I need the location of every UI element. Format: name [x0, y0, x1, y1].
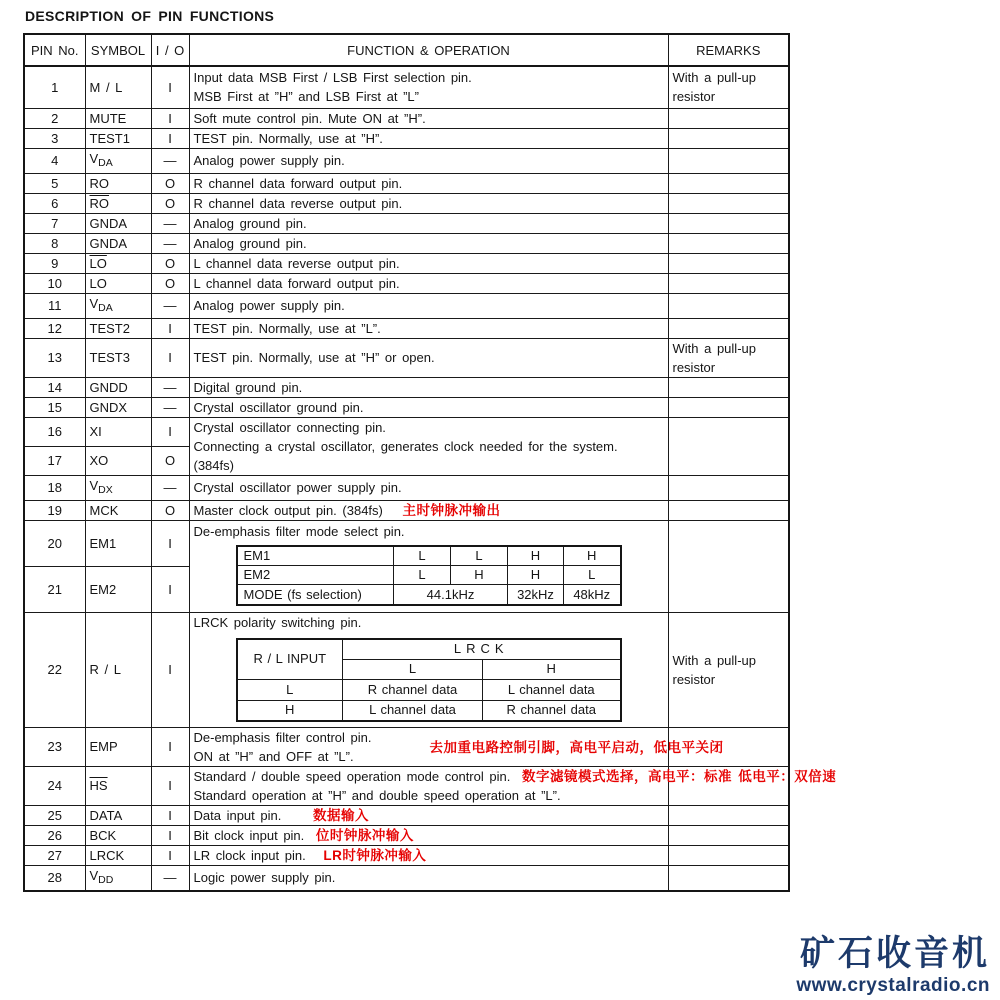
- col-header-pin: PIN No.: [24, 34, 85, 66]
- pin-function: L channel data reverse output pin.: [189, 253, 668, 273]
- col-header-remarks: REMARKS: [668, 34, 789, 66]
- pin-number: 21: [24, 566, 85, 612]
- table-row-pin-19: [24, 500, 789, 520]
- pin-remarks: [668, 148, 789, 173]
- rl-cell: L channel data: [343, 700, 483, 721]
- pin-remarks: [668, 500, 789, 520]
- rl-cell: L: [237, 679, 343, 700]
- pin-number: 3: [24, 128, 85, 148]
- pin-number: 7: [24, 213, 85, 233]
- pin-symbol: DATA: [85, 805, 151, 825]
- em2-row: [237, 566, 621, 585]
- pin-symbol: MCK: [85, 500, 151, 520]
- pin-remarks: [668, 173, 789, 193]
- pin-functions-table: [23, 33, 837, 892]
- watermark-brand: 矿石收音机: [799, 934, 990, 974]
- pin-number: 23: [24, 727, 85, 766]
- function-line: MSB First at ”H” and LSB First at ”L”: [193, 89, 419, 105]
- table-row-pin-5: [24, 173, 789, 193]
- symbol-text: $V_{DD}$: [89, 867, 114, 886]
- pin-remarks: [668, 108, 789, 128]
- pin-function: [189, 66, 668, 108]
- symbol-text: $V_{DA}$: [89, 295, 113, 314]
- function-line: De-emphasis filter mode select pin.: [193, 524, 405, 540]
- pin-number: 14: [24, 377, 85, 397]
- pin-symbol: GNDA: [85, 233, 151, 253]
- pin-symbol: LRCK: [85, 845, 151, 865]
- pin-symbol: TEST2: [85, 318, 151, 338]
- em1-row: [237, 546, 621, 566]
- pin-remarks: [668, 193, 789, 213]
- pin-remarks: [668, 233, 789, 253]
- function-line: De-emphasis filter control pin.: [193, 729, 372, 745]
- function-line: Standard operation at ”H” and double speed operation at ”L”.: [193, 787, 561, 803]
- rl-cell: L channel data: [483, 679, 621, 700]
- function-text: Bit clock input pin.: [193, 827, 305, 843]
- pin-remarks: [668, 253, 789, 273]
- pin-symbol: XI: [85, 417, 151, 446]
- function-text: LR clock input pin.: [193, 847, 306, 863]
- pin-number: 2: [24, 108, 85, 128]
- pin-io: I: [151, 825, 189, 845]
- table-row-pin-9: [24, 253, 789, 273]
- pin-remarks: [668, 475, 789, 500]
- pin-io: —: [151, 148, 189, 173]
- pin-number: 16: [24, 417, 85, 446]
- pin-io: I: [151, 128, 189, 148]
- pin-io: I: [151, 417, 189, 446]
- rl-cell: H: [237, 700, 343, 721]
- em-cell: L: [394, 546, 451, 566]
- pin-io: O: [151, 173, 189, 193]
- pin-number: 6: [24, 193, 85, 213]
- pin-io: O: [151, 446, 189, 475]
- pin-io: I: [151, 766, 189, 805]
- rl-cell: R channel data: [483, 700, 621, 721]
- pin-remarks: [668, 128, 789, 148]
- pin-remarks: [668, 865, 789, 891]
- pin-symbol: TEST3: [85, 338, 151, 377]
- pin-number: 5: [24, 173, 85, 193]
- pin-remarks: [668, 845, 789, 865]
- em-cell: H: [508, 546, 564, 566]
- pin-number: 22: [24, 612, 85, 727]
- pin-number: 9: [24, 253, 85, 273]
- pin-remarks: [668, 825, 789, 845]
- em-cell: L: [564, 566, 621, 585]
- table-row-pin-22: [24, 612, 789, 727]
- table-row-pin-8: [24, 233, 789, 253]
- pin-remarks: [668, 377, 789, 397]
- pin-number: 27: [24, 845, 85, 865]
- pin-remarks: [668, 397, 789, 417]
- pin-function: Analog ground pin.: [189, 213, 668, 233]
- watermark: [796, 936, 990, 996]
- pin-function: Soft mute control pin. Mute ON at ”H”.: [189, 108, 668, 128]
- table-row-pin-1: [24, 66, 789, 108]
- pin-number: 13: [24, 338, 85, 377]
- symbol-text: $V_{DA}$: [89, 150, 113, 169]
- pin-number: 28: [24, 865, 85, 891]
- table-row-pin-25: [24, 805, 789, 825]
- pin-function: L channel data forward output pin.: [189, 273, 668, 293]
- table-row-pin-20: [24, 520, 789, 566]
- pin-remarks-merged: [668, 520, 789, 612]
- annotation-cn: 位时钟脉冲输入: [315, 827, 414, 843]
- em-cell: L: [394, 566, 451, 585]
- pin-function: [189, 825, 668, 845]
- mode-freq: 44.1kHz: [394, 585, 508, 605]
- lrck-header-row: [237, 639, 621, 659]
- pin-function: Digital ground pin.: [189, 377, 668, 397]
- pin-io: O: [151, 500, 189, 520]
- pin-function: TEST pin. Normally, use at ”H”.: [189, 128, 668, 148]
- pin-number: 10: [24, 273, 85, 293]
- pin-function: [189, 845, 668, 865]
- pin-remarks: [668, 293, 789, 318]
- pin-symbol: MUTE: [85, 108, 151, 128]
- pin-number: 12: [24, 318, 85, 338]
- function-line: LRCK polarity switching pin.: [193, 615, 362, 630]
- annotation-cn: 主时钟脉冲输出: [402, 502, 501, 518]
- lrck-h: H: [483, 659, 621, 679]
- function-line: Crystal oscillator connecting pin.: [193, 419, 386, 435]
- watermark-url: www.crystalradio.cn: [796, 975, 990, 997]
- lrck-polarity-table: [236, 638, 622, 722]
- pin-io: I: [151, 318, 189, 338]
- pin-symbol: BCK: [85, 825, 151, 845]
- pin-number: 4: [24, 148, 85, 173]
- pin-io: I: [151, 727, 189, 766]
- pin-symbol: [85, 253, 151, 273]
- pin-number: 15: [24, 397, 85, 417]
- pin-function: [189, 612, 668, 727]
- pin-number: 20: [24, 520, 85, 566]
- mode-row: [237, 585, 621, 605]
- pin-io: —: [151, 475, 189, 500]
- function-paragraph: Connecting a crystal oscillator, generates clock needed for the system. (384fs): [193, 438, 618, 473]
- mode-freq: 48kHz: [564, 585, 621, 605]
- pin-io: I: [151, 805, 189, 825]
- pin-function: [189, 727, 724, 766]
- pin-number: 26: [24, 825, 85, 845]
- pin-number: 11: [24, 293, 85, 318]
- pin-remarks: With a pull-up resistor: [668, 338, 789, 377]
- pin-symbol: RO: [85, 173, 151, 193]
- pin-function: TEST pin. Normally, use at ”L”.: [189, 318, 668, 338]
- function-text: Data input pin.: [193, 807, 282, 823]
- rl-cell: R channel data: [343, 679, 483, 700]
- pin-io: —: [151, 213, 189, 233]
- table-row-pin-2: [24, 108, 789, 128]
- symbol-text-overline: $\overline{LO}$: [89, 255, 107, 271]
- pin-function: [189, 766, 837, 805]
- table-row-pin-4: [24, 148, 789, 173]
- table-row-pin-6: [24, 193, 789, 213]
- em-mode-table: [236, 545, 622, 606]
- table-row-pin-3: [24, 128, 789, 148]
- pin-symbol: [85, 293, 151, 318]
- em-cell: L: [451, 546, 508, 566]
- table-row-pin-18: [24, 475, 789, 500]
- function-line: Input data MSB First / LSB First selection pin.: [193, 70, 472, 86]
- pin-function: Crystal oscillator ground pin.: [189, 397, 668, 417]
- pin-symbol: XO: [85, 446, 151, 475]
- pin-symbol: LO: [85, 273, 151, 293]
- pin-symbol: TEST1: [85, 128, 151, 148]
- function-text: Standard / double speed operation mode control pin.: [193, 768, 511, 784]
- pin-symbol: EM2: [85, 566, 151, 612]
- rl-data-row: [237, 700, 621, 721]
- lrck-label: LRCK: [343, 639, 621, 659]
- pin-symbol: [85, 148, 151, 173]
- pin-number: 18: [24, 475, 85, 500]
- pin-remarks: With a pull-up resistor: [668, 66, 789, 108]
- pin-function: [189, 500, 668, 520]
- pin-number: 17: [24, 446, 85, 475]
- mode-label: MODE (fs selection): [237, 585, 394, 605]
- table-row-pin-16: [24, 417, 789, 446]
- symbol-text: $V_{DX}$: [89, 477, 113, 496]
- header-row: [24, 34, 789, 66]
- annotation-cn: 数字滤镜模式选择，高电平：标准 低电平：双倍速: [521, 768, 837, 784]
- pin-function: Analog ground pin.: [189, 233, 668, 253]
- pin-symbol: EMP: [85, 727, 151, 766]
- rl-input-label: R / L INPUT: [237, 639, 343, 679]
- pin-remarks: [668, 213, 789, 233]
- pin-symbol: R / L: [85, 612, 151, 727]
- em2-label: EM2: [237, 566, 394, 585]
- function-line: [193, 767, 837, 786]
- pin-function: Logic power supply pin.: [189, 865, 668, 891]
- em-cell: H: [451, 566, 508, 585]
- pin-symbol: GNDA: [85, 213, 151, 233]
- table-row-pin-28: [24, 865, 789, 891]
- col-header-io: I / O: [151, 34, 189, 66]
- table-row-pin-7: [24, 213, 789, 233]
- pin-symbol: GNDD: [85, 377, 151, 397]
- table-row-pin-12: [24, 318, 789, 338]
- pin-remarks: [668, 273, 789, 293]
- pin-io: O: [151, 193, 189, 213]
- pin-function: Crystal oscillator power supply pin.: [189, 475, 668, 500]
- pin-remarks: [668, 318, 789, 338]
- pin-number: 8: [24, 233, 85, 253]
- table-row-pin-11: [24, 293, 789, 318]
- pin-number: 1: [24, 66, 85, 108]
- pin-io: I: [151, 520, 189, 566]
- table-row-pin-24: [24, 766, 789, 805]
- table-row-pin-10: [24, 273, 789, 293]
- pin-io: O: [151, 253, 189, 273]
- function-text: Master clock output pin. (384fs): [193, 502, 383, 518]
- page-title: DESCRIPTION OF PIN FUNCTIONS: [25, 8, 275, 24]
- symbol-text-overline: $\overline{RO}$: [89, 195, 109, 211]
- pin-symbol: M / L: [85, 66, 151, 108]
- pin-io: I: [151, 66, 189, 108]
- pin-function: R channel data reverse output pin.: [189, 193, 668, 213]
- table-row-pin-26: [24, 825, 789, 845]
- symbol-text-overline: $\overline{HS}$: [89, 778, 108, 793]
- table-row-pin-15: [24, 397, 789, 417]
- pin-io: I: [151, 108, 189, 128]
- pin-function: Analog power supply pin.: [189, 148, 668, 173]
- table-row-pin-13: [24, 338, 789, 377]
- pin-io: O: [151, 273, 189, 293]
- pin-function: TEST pin. Normally, use at ”H” or open.: [189, 338, 668, 377]
- pin-function: [189, 805, 668, 825]
- pin-number: 19: [24, 500, 85, 520]
- pin-symbol: [85, 766, 151, 805]
- pin-io: I: [151, 338, 189, 377]
- pin-io: —: [151, 293, 189, 318]
- col-header-function: FUNCTION & OPERATION: [189, 34, 668, 66]
- pin-io: —: [151, 397, 189, 417]
- pin-function-merged: [189, 520, 668, 612]
- pin-symbol: GNDX: [85, 397, 151, 417]
- annotation-cn: 去加重电路控制引脚，高电平启动，低电平关闭: [429, 739, 724, 755]
- pin-io: I: [151, 566, 189, 612]
- pin-io: —: [151, 377, 189, 397]
- table-row-pin-27: [24, 845, 789, 865]
- pin-io: —: [151, 233, 189, 253]
- pin-number: 25: [24, 805, 85, 825]
- lrck-l: L: [343, 659, 483, 679]
- pin-io: I: [151, 845, 189, 865]
- mode-freq: 32kHz: [508, 585, 564, 605]
- pin-symbol: EM1: [85, 520, 151, 566]
- pin-io: I: [151, 612, 189, 727]
- pin-symbol: [85, 475, 151, 500]
- pin-remarks: [668, 805, 789, 825]
- pin-remarks-merged: [668, 417, 789, 475]
- annotation-cn: LR时钟脉冲输入: [323, 847, 427, 863]
- table-row-pin-23: [24, 727, 789, 766]
- pin-function-merged: [189, 417, 668, 475]
- pin-function: Analog power supply pin.: [189, 293, 668, 318]
- pin-symbol: [85, 193, 151, 213]
- rl-data-row: [237, 679, 621, 700]
- pin-symbol: [85, 865, 151, 891]
- pin-number: 24: [24, 766, 85, 805]
- pin-io: —: [151, 865, 189, 891]
- pin-function: R channel data forward output pin.: [189, 173, 668, 193]
- em-cell: H: [508, 566, 564, 585]
- function-line: ON at ”H” and OFF at ”L”.: [193, 748, 354, 764]
- table-row-pin-14: [24, 377, 789, 397]
- pin-remarks: With a pull-up resistor: [668, 612, 789, 727]
- em1-label: EM1: [237, 546, 394, 566]
- col-header-symbol: SYMBOL: [85, 34, 151, 66]
- annotation-cn: 数据输入: [312, 807, 369, 823]
- em-cell: H: [564, 546, 621, 566]
